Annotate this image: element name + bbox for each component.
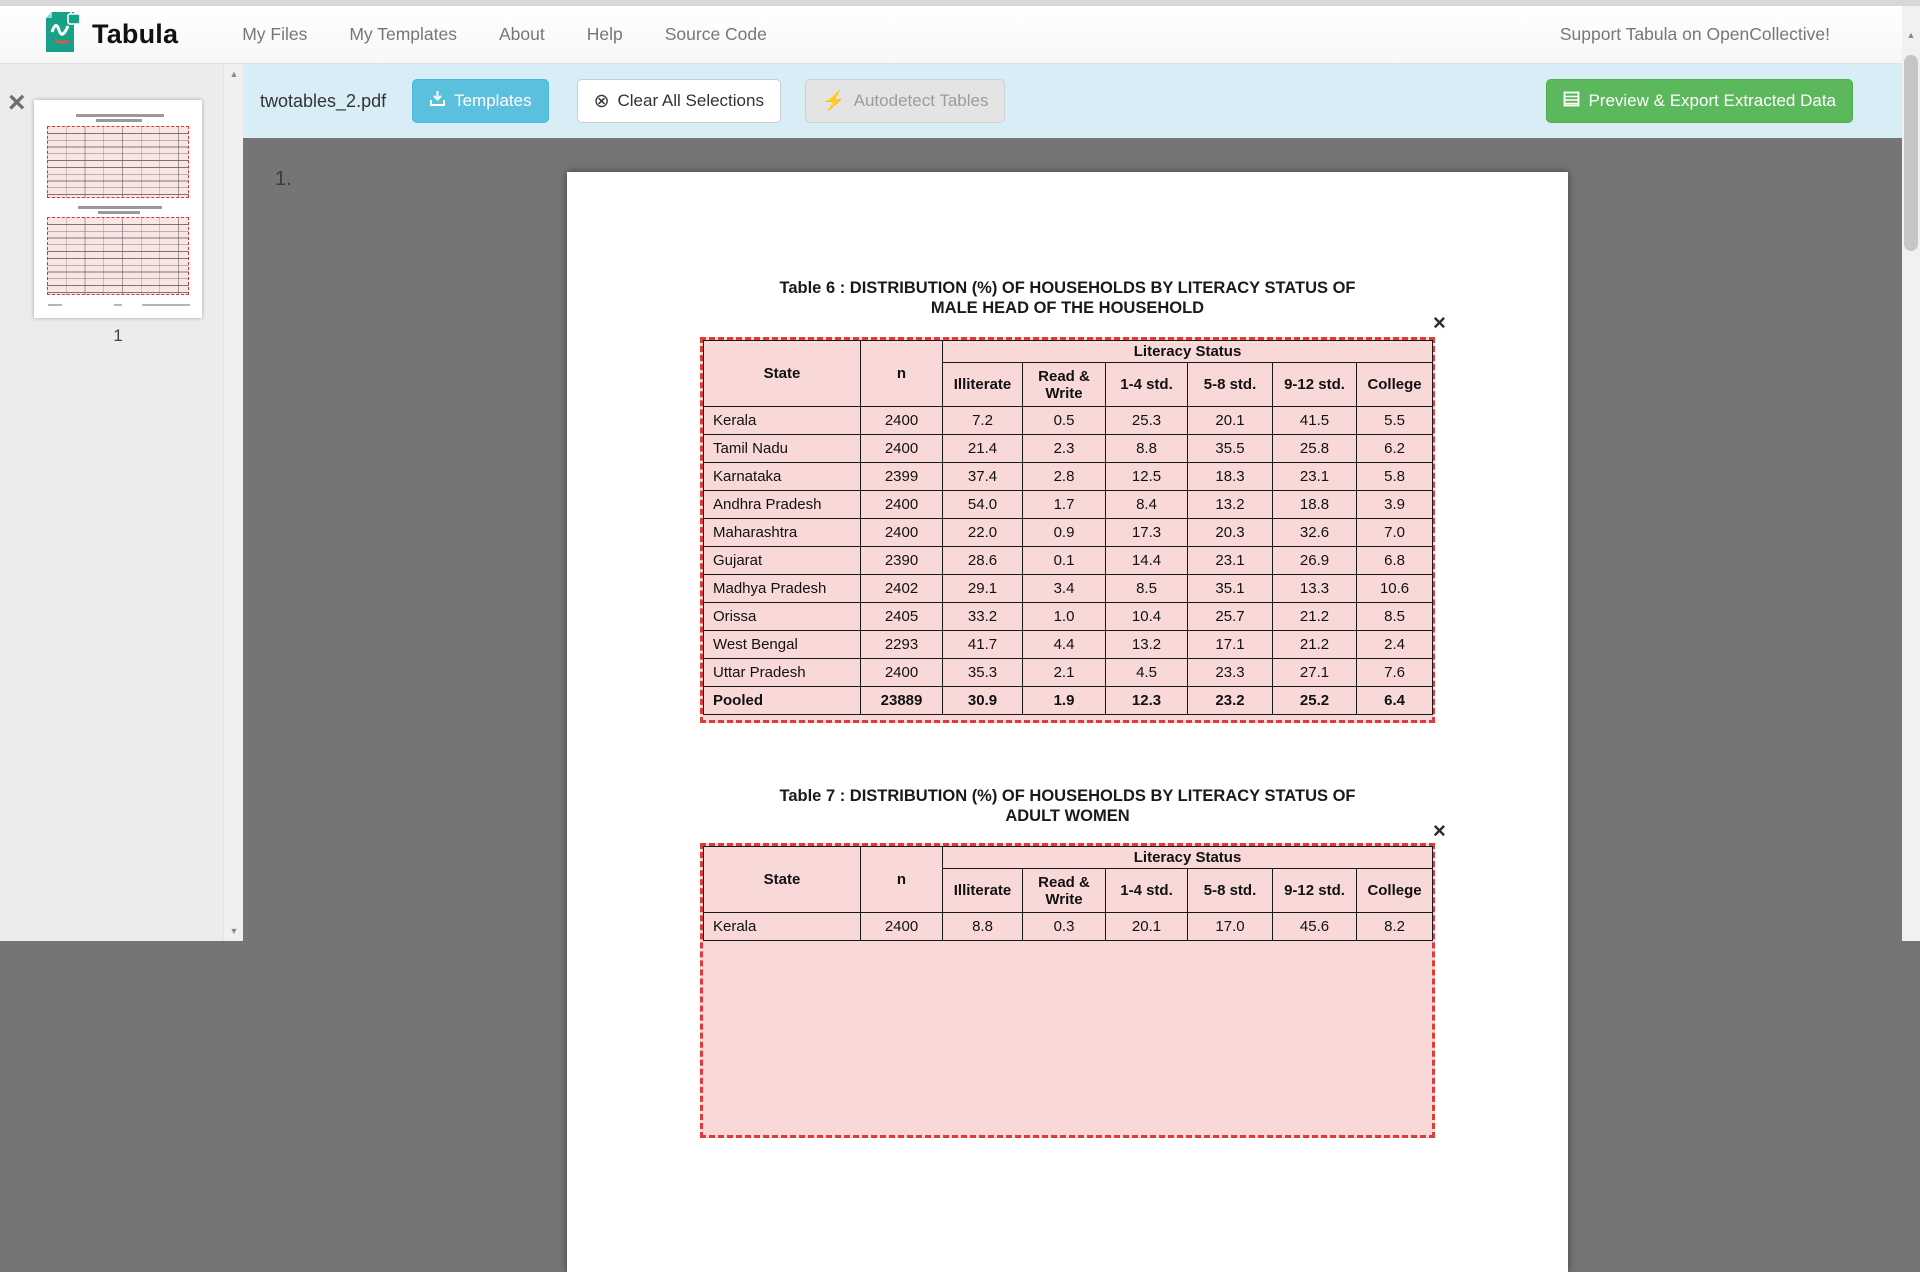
- value-cell: 10.6: [1357, 575, 1433, 603]
- tabula-brand[interactable]: [42, 10, 178, 59]
- col-header-literacy-status: Literacy Status: [943, 341, 1433, 363]
- table7-title: Table 7 : DISTRIBUTION (%) OF HOUSEHOLDS BY LITERACY STATUS OF ADULT WOMEN: [779, 787, 1356, 825]
- table-row: [704, 659, 1433, 687]
- col-subheader: 1-4 std.: [1106, 869, 1188, 913]
- table-list-icon: [1563, 91, 1580, 112]
- value-cell: 8.4: [1106, 491, 1188, 519]
- value-cell: 30.9: [943, 687, 1023, 715]
- value-cell: 28.6: [943, 547, 1023, 575]
- col-subheader: Illiterate: [943, 869, 1023, 913]
- value-cell: 14.4: [1106, 547, 1188, 575]
- value-cell: 2390: [861, 547, 943, 575]
- value-cell: 2400: [861, 519, 943, 547]
- value-cell: 8.8: [943, 913, 1023, 941]
- value-cell: 26.9: [1273, 547, 1357, 575]
- page-1-thumbnail[interactable]: [34, 100, 202, 318]
- value-cell: 5.8: [1357, 463, 1433, 491]
- value-cell: 23.2: [1188, 687, 1273, 715]
- table-row: [704, 687, 1433, 715]
- table-row: [704, 463, 1433, 491]
- col-header-literacy-status: Literacy Status: [943, 847, 1433, 869]
- value-cell: 25.7: [1188, 603, 1273, 631]
- value-cell: 13.3: [1273, 575, 1357, 603]
- thumb-selection-2: [47, 217, 189, 295]
- col-subheader: 1-4 std.: [1106, 363, 1188, 407]
- nav-links: [242, 24, 767, 45]
- page-scrollbar[interactable]: [1902, 6, 1920, 941]
- value-cell: 35.3: [943, 659, 1023, 687]
- table-row: [704, 491, 1433, 519]
- value-cell: 23.1: [1188, 547, 1273, 575]
- nav-link-my-templates[interactable]: My Templates: [349, 24, 457, 44]
- col-subheader: 9-12 std.: [1273, 869, 1357, 913]
- value-cell: 10.4: [1106, 603, 1188, 631]
- value-cell: 8.5: [1106, 575, 1188, 603]
- page-thumbnail-sidebar: [0, 64, 223, 941]
- table6-title: Table 6 : DISTRIBUTION (%) OF HOUSEHOLDS BY LITERACY STATUS OF MALE HEAD OF THE HOUSEHOLD: [779, 279, 1356, 317]
- table-row: [704, 547, 1433, 575]
- thumb-footer-line: [142, 304, 190, 306]
- pdf-page-number-label: 1.: [275, 168, 292, 190]
- col-subheader: Read & Write: [1023, 869, 1106, 913]
- value-cell: 17.1: [1188, 631, 1273, 659]
- state-cell: Tamil Nadu: [704, 435, 861, 463]
- value-cell: 2293: [861, 631, 943, 659]
- value-cell: 2.1: [1023, 659, 1106, 687]
- autodetect-button-label: Autodetect Tables: [853, 91, 989, 110]
- clear-all-selections-button[interactable]: [577, 79, 781, 123]
- pdf-table: [703, 846, 1433, 941]
- pdf-table: [703, 340, 1433, 715]
- value-cell: 33.2: [943, 603, 1023, 631]
- value-cell: 13.2: [1106, 631, 1188, 659]
- value-cell: 29.1: [943, 575, 1023, 603]
- table-row: [704, 435, 1433, 463]
- state-cell: Karnataka: [704, 463, 861, 491]
- value-cell: 2.3: [1023, 435, 1106, 463]
- table-row: [704, 407, 1433, 435]
- scrollbar-thumb[interactable]: [1904, 55, 1918, 251]
- col-subheader: College: [1357, 363, 1433, 407]
- value-cell: 25.2: [1273, 687, 1357, 715]
- state-cell: Kerala: [704, 913, 861, 941]
- value-cell: 23.3: [1188, 659, 1273, 687]
- value-cell: 18.3: [1188, 463, 1273, 491]
- header-row: [704, 341, 1433, 363]
- value-cell: 22.0: [943, 519, 1023, 547]
- value-cell: 12.5: [1106, 463, 1188, 491]
- value-cell: 7.0: [1357, 519, 1433, 547]
- value-cell: 6.8: [1357, 547, 1433, 575]
- value-cell: 41.5: [1273, 407, 1357, 435]
- value-cell: 32.6: [1273, 519, 1357, 547]
- thumb-title-line: [98, 211, 140, 214]
- value-cell: 37.4: [943, 463, 1023, 491]
- col-header-state: State: [704, 847, 861, 913]
- navbar: [0, 6, 1920, 64]
- value-cell: 2400: [861, 913, 943, 941]
- toolbar: [243, 64, 1902, 138]
- value-cell: 17.0: [1188, 913, 1273, 941]
- state-cell: Andhra Pradesh: [704, 491, 861, 519]
- value-cell: 2399: [861, 463, 943, 491]
- value-cell: 13.2: [1188, 491, 1273, 519]
- value-cell: 2405: [861, 603, 943, 631]
- export-button-label: Preview & Export Extracted Data: [1588, 91, 1836, 110]
- selection2-close-icon[interactable]: ×: [1433, 818, 1446, 843]
- header-row: [704, 847, 1433, 869]
- value-cell: 25.8: [1273, 435, 1357, 463]
- table-row: [704, 631, 1433, 659]
- thumb-footer-line: [114, 304, 122, 306]
- sidebar-scrollbar[interactable]: [223, 64, 243, 941]
- col-subheader: 5-8 std.: [1188, 869, 1273, 913]
- value-cell: 12.3: [1106, 687, 1188, 715]
- circle-x-icon: ⊗: [593, 90, 610, 112]
- value-cell: 21.2: [1273, 631, 1357, 659]
- col-subheader: Read & Write: [1023, 363, 1106, 407]
- pdf-page-1: [567, 172, 1568, 1272]
- templates-save-icon: [429, 90, 446, 112]
- value-cell: 23889: [861, 687, 943, 715]
- value-cell: 3.9: [1357, 491, 1433, 519]
- current-filename: twotables_2.pdf: [260, 90, 387, 111]
- scroll-down-icon[interactable]: ▼: [229, 926, 239, 936]
- thumb-title-line: [78, 206, 162, 209]
- lightning-icon: ⚡: [821, 90, 846, 112]
- value-cell: 2400: [861, 435, 943, 463]
- col-subheader: Illiterate: [943, 363, 1023, 407]
- value-cell: 20.1: [1106, 913, 1188, 941]
- value-cell: 0.5: [1023, 407, 1106, 435]
- value-cell: 2402: [861, 575, 943, 603]
- value-cell: 41.7: [943, 631, 1023, 659]
- col-subheader: College: [1357, 869, 1433, 913]
- state-cell: West Bengal: [704, 631, 861, 659]
- thumbnail-page-number: 1: [113, 326, 123, 345]
- state-cell: Gujarat: [704, 547, 861, 575]
- value-cell: 45.6: [1273, 913, 1357, 941]
- thumb-title-line: [76, 114, 164, 117]
- state-cell: Kerala: [704, 407, 861, 435]
- nav-link-source-code[interactable]: Source Code: [664, 24, 767, 44]
- state-cell: Pooled: [704, 687, 861, 715]
- table-row: [704, 603, 1433, 631]
- col-subheader: 9-12 std.: [1273, 363, 1357, 407]
- templates-button[interactable]: [412, 79, 548, 123]
- value-cell: 1.9: [1023, 687, 1106, 715]
- tabula-logo-icon: [42, 10, 82, 59]
- autodetect-tables-button[interactable]: [805, 79, 1006, 123]
- scroll-up-icon[interactable]: ▲: [229, 69, 239, 79]
- value-cell: 8.8: [1106, 435, 1188, 463]
- value-cell: 3.4: [1023, 575, 1106, 603]
- table6-selection-box[interactable]: [700, 337, 1435, 723]
- value-cell: 0.9: [1023, 519, 1106, 547]
- table-row: [704, 519, 1433, 547]
- value-cell: 8.5: [1357, 603, 1433, 631]
- value-cell: 2400: [861, 407, 943, 435]
- table-row: [704, 575, 1433, 603]
- value-cell: 6.2: [1357, 435, 1433, 463]
- preview-export-button[interactable]: [1546, 79, 1853, 123]
- col-header-n: n: [861, 847, 943, 913]
- value-cell: 18.8: [1273, 491, 1357, 519]
- value-cell: 20.3: [1188, 519, 1273, 547]
- selection1-close-icon[interactable]: ×: [1433, 310, 1446, 335]
- col-header-state: State: [704, 341, 861, 407]
- value-cell: 4.4: [1023, 631, 1106, 659]
- clear-button-label: Clear All Selections: [617, 91, 764, 110]
- state-cell: Madhya Pradesh: [704, 575, 861, 603]
- col-header-n: n: [861, 341, 943, 407]
- col-subheader: 5-8 std.: [1188, 363, 1273, 407]
- value-cell: 7.2: [943, 407, 1023, 435]
- value-cell: 0.3: [1023, 913, 1106, 941]
- state-cell: Uttar Pradesh: [704, 659, 861, 687]
- value-cell: 2.8: [1023, 463, 1106, 491]
- nav-link-help[interactable]: Help: [586, 24, 623, 44]
- value-cell: 1.0: [1023, 603, 1106, 631]
- thumb-selection-1: [47, 126, 189, 198]
- value-cell: 2400: [861, 659, 943, 687]
- value-cell: 4.5: [1106, 659, 1188, 687]
- value-cell: 35.5: [1188, 435, 1273, 463]
- brand-title: Tabula: [92, 19, 179, 49]
- value-cell: 8.2: [1357, 913, 1433, 941]
- value-cell: 35.1: [1188, 575, 1273, 603]
- scroll-up-icon[interactable]: ▲: [1906, 30, 1916, 40]
- value-cell: 2400: [861, 491, 943, 519]
- value-cell: 17.3: [1106, 519, 1188, 547]
- value-cell: 21.4: [943, 435, 1023, 463]
- state-cell: Maharashtra: [704, 519, 861, 547]
- table7-selection-box[interactable]: [700, 843, 1435, 1138]
- value-cell: 1.7: [1023, 491, 1106, 519]
- support-opencollective-link[interactable]: Support Tabula on OpenCollective!: [1559, 24, 1830, 44]
- value-cell: 27.1: [1273, 659, 1357, 687]
- value-cell: 0.1: [1023, 547, 1106, 575]
- value-cell: 7.6: [1357, 659, 1433, 687]
- remove-page-icon[interactable]: ×: [8, 86, 26, 119]
- value-cell: 6.4: [1357, 687, 1433, 715]
- value-cell: 23.1: [1273, 463, 1357, 491]
- templates-button-label: Templates: [454, 91, 532, 110]
- value-cell: 54.0: [943, 491, 1023, 519]
- nav-link-about[interactable]: About: [499, 24, 545, 44]
- value-cell: 5.5: [1357, 407, 1433, 435]
- value-cell: 25.3: [1106, 407, 1188, 435]
- value-cell: 20.1: [1188, 407, 1273, 435]
- thumb-title-line: [96, 119, 142, 122]
- value-cell: 2.4: [1357, 631, 1433, 659]
- state-cell: Orissa: [704, 603, 861, 631]
- table-row: [704, 913, 1433, 941]
- nav-link-my-files[interactable]: My Files: [242, 24, 308, 44]
- value-cell: 21.2: [1273, 603, 1357, 631]
- thumb-footer-line: [48, 304, 62, 306]
